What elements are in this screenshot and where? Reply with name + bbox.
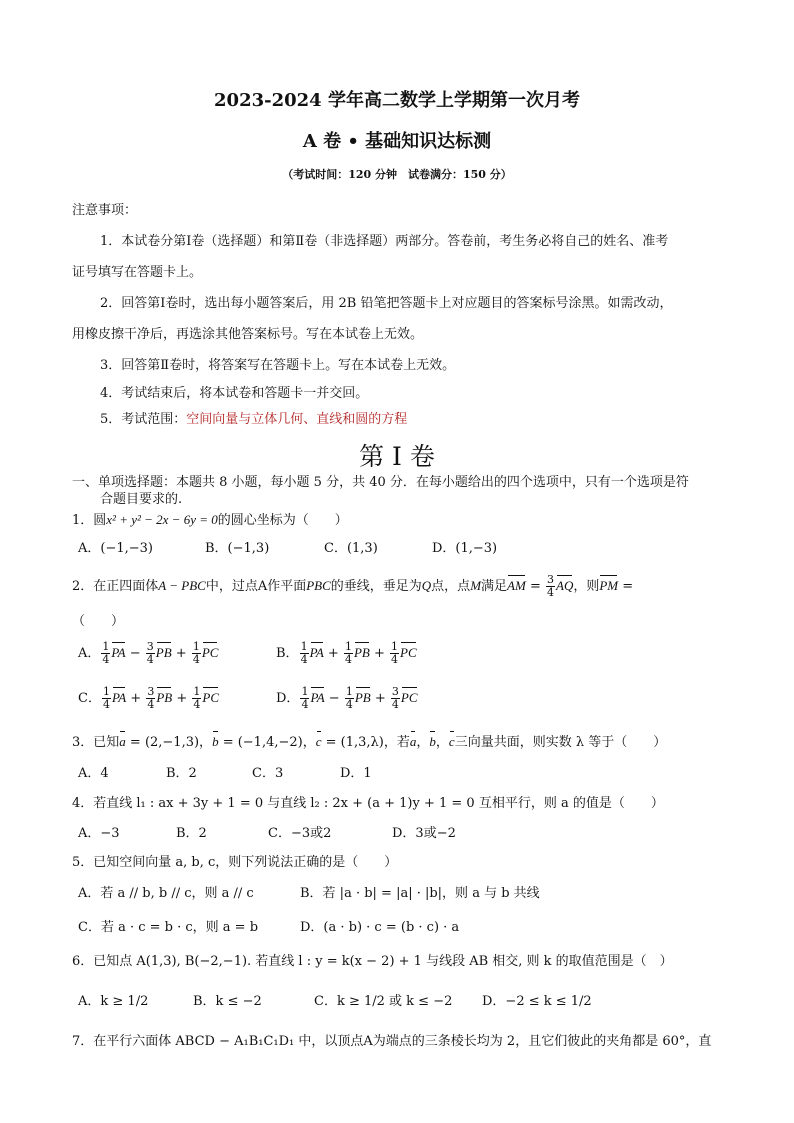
notice-item-1a: 1．本试卷分第Ⅰ卷（选择题）和第Ⅱ卷（非选择题）两部分。答卷前，考生务必将自己的姓名、准考 <box>100 234 669 249</box>
q5-option-d: D．(a · b) · c = (b · c) · a <box>300 920 460 935</box>
q2-vector-aq: AQ <box>556 578 574 593</box>
q6-option-c: C．k ≥ 1/2 或 k ≤ −2 <box>314 994 453 1009</box>
notice-item-4: 4．考试结束后，将本试卷和答题卡一并交回。 <box>100 386 369 401</box>
q3-option-b: B．2 <box>166 766 197 781</box>
q2-plane: PBC <box>306 578 331 593</box>
question-1 <box>72 509 348 528</box>
q1-option-b: B．(−1,3) <box>205 541 270 556</box>
q2-text-5: 满足 <box>481 579 508 594</box>
q1-option-a: A．(−1,−3) <box>78 541 153 556</box>
q4-option-c: C．−3或2 <box>268 826 332 841</box>
section-1-line1: 一、单项选择题：本题共 8 小题，每小题 5 分，共 40 分．在每小题给出的四个选项中，只有一个选项是符 <box>72 475 689 490</box>
section-1-line2: 合题目要求的. <box>100 492 183 507</box>
notice-item-5-prefix: 5．考试范围： <box>100 412 187 427</box>
q2-option-c: C． $\frac{1}{4}$ PA + $\frac{3}{4}$ PB + $\frac{1}{4}$ PC <box>78 685 220 711</box>
q2-option-b: B． $\frac{1}{4}$ PA + $\frac{1}{4}$ PB + $\frac{1}{4}$ PC <box>276 640 417 666</box>
q5-option-b: B．若 |a · b| = |a| · |b|，则 a 与 b 共线 <box>300 886 540 901</box>
q2-text-2: 中，过点A作平面 <box>205 579 307 594</box>
q2-option-d: D． $\frac{1}{4}$ PA − $\frac{1}{4}$ PB + $\frac{3}{4}$ PC <box>276 685 418 711</box>
q2-paren: （ ） <box>72 614 125 629</box>
q2-tetrahedron: A − PBC <box>158 578 206 593</box>
q1-option-d: D．(1,−3) <box>432 541 498 556</box>
exam-scope: 空间向量与立体几何、直线和圆的方程 <box>186 412 408 427</box>
exam-info: （考试时间：120 分钟 试卷满分：150 分） <box>282 168 512 181</box>
notice-item-1b: 证号填写在答题卡上。 <box>72 265 203 280</box>
q3-option-c: C．3 <box>252 766 284 781</box>
exam-title: 2023-2024 学年高二数学上学期第一次月考 <box>214 90 580 111</box>
q6-option-a: A．k ≥ 1/2 <box>78 994 149 1009</box>
q3-option-a: A．4 <box>78 766 109 781</box>
q4-option-d: D．3或−2 <box>392 826 456 841</box>
notice-item-5 <box>100 408 407 427</box>
question-3: 3．已知a = (2,−1,3)，b = (−1,4,−2)，c = (1,3,λ)，若a，b，c三向量共面，则实数 λ 等于（ ） <box>72 734 667 750</box>
q2-point-q: Q <box>421 578 432 593</box>
volume-title: 第 I 卷 <box>359 442 435 471</box>
q2-vector-am: AM <box>507 578 526 593</box>
q5-option-c: C．若 a · c = b · c，则 a = b <box>78 920 259 935</box>
q2-text-6: ，则 <box>573 579 600 594</box>
question-2 <box>72 574 633 599</box>
q2-text-7: = <box>618 579 634 594</box>
question-7: 7．在平行六面体 ABCD − A₁B₁C₁D₁ 中，以顶点A为端点的三条棱长均为 2，且它们彼此的夹角都是 60°，直 <box>72 1034 712 1049</box>
q1-option-c: C．(1,3) <box>324 541 378 556</box>
notice-heading: 注意事项： <box>72 203 138 218</box>
notice-item-2a: 2．回答第Ⅰ卷时，选出每小题答案后，用 2B 铅笔把答题卡上对应题目的答案标号涂黑。如需改动， <box>100 296 673 311</box>
exam-subtitle: A 卷 • 基础知识达标测 <box>302 131 492 152</box>
question-6: 6．已知点 A(1,3), B(−2,−1). 若直线 l : y = k(x − 2) + 1 与线段 AB 相交, 则 k 的取值范围是（ ） <box>72 954 673 969</box>
q2-equals: = <box>525 579 545 594</box>
q4-option-a: A．−3 <box>78 826 120 841</box>
q1-equation: x² + y² − 2x − 6y = 0 <box>106 512 218 527</box>
q3-option-d: D．1 <box>340 766 372 781</box>
notice-item-3: 3．回答第Ⅱ卷时，将答案写在答题卡上。写在本试卷上无效。 <box>100 358 456 373</box>
q2-text-4: 点，点 <box>431 579 471 594</box>
q5-option-a: A．若 a // b, b // c，则 a // c <box>78 886 254 901</box>
q1-suffix: 的圆心坐标为（ ） <box>217 513 348 528</box>
q6-option-d: D．−2 ≤ k ≤ 1/2 <box>482 994 592 1009</box>
q2-text-1: 2．在正四面体 <box>72 579 159 594</box>
q2-fraction-3-4: $\frac{3}{4}$ <box>547 573 554 599</box>
q2-point-m: M <box>470 578 482 593</box>
q6-option-b: B．k ≤ −2 <box>193 994 262 1009</box>
question-4: 4．若直线 l₁ : ax + 3y + 1 = 0 与直线 l₂ : 2x + (a + 1)y + 1 = 0 互相平行，则 a 的值是（ ） <box>72 796 664 811</box>
notice-item-2b: 用橡皮擦干净后，再选涂其他答案标号。写在本试卷上无效。 <box>72 327 424 342</box>
q1-prefix: 1．圆 <box>72 513 107 528</box>
q2-option-a: A． $\frac{1}{4}$ PA − $\frac{3}{4}$ PB + $\frac{1}{4}$ PC <box>78 640 219 666</box>
q4-option-b: B．2 <box>176 826 207 841</box>
question-5: 5．已知空间向量 a, b, c，则下列说法正确的是（ ） <box>72 855 398 870</box>
q2-text-3: 的垂线，垂足为 <box>330 579 422 594</box>
q2-vector-pm: PM <box>599 578 619 593</box>
